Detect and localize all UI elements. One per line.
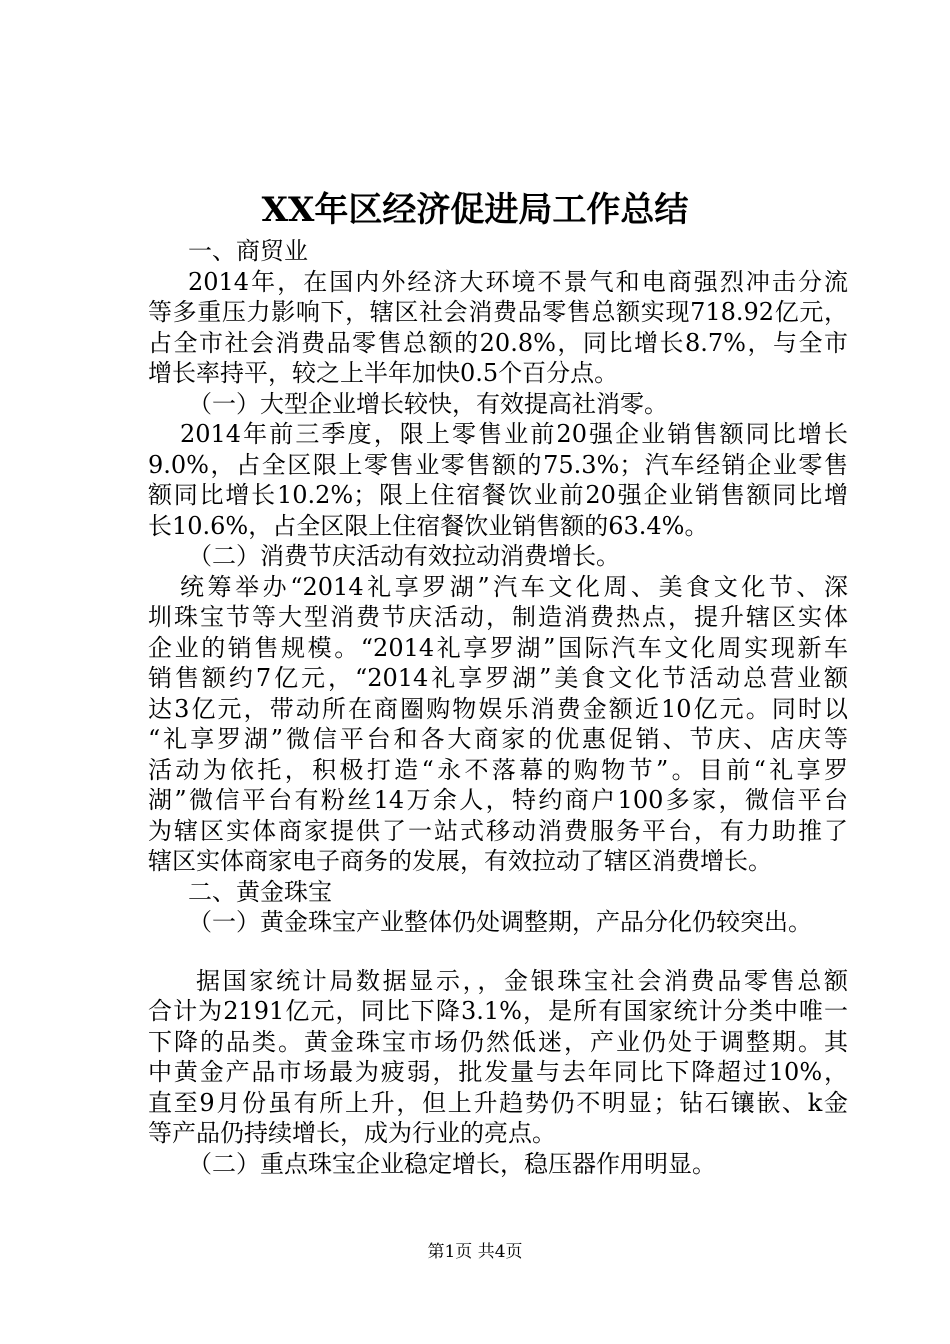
paragraph-line: 圳珠宝节等大型消费节庆活动，制造消费热点，提升辖区实体	[148, 603, 848, 631]
paragraph-line: 统筹举办“2014礼享罗湖”汽车文化周、美食文化节、深	[180, 572, 848, 601]
document-title: XX年区经济促进局工作总结	[261, 190, 689, 230]
subsection-heading: （一）黄金珠宝产业整体仍处调整期，产品分化仍较突出。	[188, 908, 812, 936]
paragraph-line: 增长率持平，较之上半年加快0.5个百分点。	[148, 359, 619, 387]
subsection-heading: （二）消费节庆活动有效拉动消费增长。	[188, 542, 620, 570]
paragraph-line: 9.0%，占全区限上零售业零售额的75.3%；汽车经销企业零售	[148, 450, 848, 479]
paragraph-gap	[148, 938, 848, 966]
paragraph-line: 辖区实体商家电子商务的发展，有效拉动了辖区消费增长。	[148, 847, 772, 875]
paragraph-line: 等多重压力影响下，辖区社会消费品零售总额实现718.92亿元，	[148, 298, 848, 326]
subsection-heading: （二）重点珠宝企业稳定增长，稳压器作用明显。	[188, 1149, 716, 1178]
paragraph-line: 为辖区实体商家提供了一站式移动消费服务平台，有力助推了	[148, 816, 848, 845]
paragraph-line: 达3亿元，带动所在商圈购物娱乐消费金额近10亿元。同时以	[148, 694, 848, 723]
section-heading: 二、黄金珠宝	[188, 877, 332, 906]
paragraph-line: 2014年前三季度，限上零售业前20强企业销售额同比增长	[180, 420, 848, 448]
paragraph-line: 企业的销售规模。“2014礼享罗湖”国际汽车文化周实现新车	[148, 633, 848, 662]
paragraph-line: 2014年，在国内外经济大环境不景气和电商强烈冲击分流	[188, 267, 848, 296]
paragraph-line: 活动为依托，积极打造“永不落幕的购物节”。目前“礼享罗	[148, 755, 848, 784]
paragraph-line: 中黄金产品市场最为疲弱，批发量与去年同比下降超过10%，	[148, 1058, 848, 1086]
paragraph-line: 湖”微信平台有粉丝14万余人，特约商户100多家，微信平台	[148, 786, 848, 814]
section-heading: 一、商贸业	[188, 237, 308, 265]
subsection-heading: （一）大型企业增长较快，有效提高社消零。	[188, 389, 668, 418]
paragraph-line: 占全市社会消费品零售总额的20.8%，同比增长8.7%，与全市	[148, 328, 848, 357]
document-body	[148, 236, 848, 1179]
paragraph-line: 下降的品类。黄金珠宝市场仍然低迷，产业仍处于调整期。其	[148, 1027, 848, 1056]
paragraph-line: 长10.6%，占全区限上住宿餐饮业销售额的63.4%。	[148, 511, 709, 540]
paragraph-line: 额同比增长10.2%；限上住宿餐饮业前20强企业销售额同比增	[148, 481, 848, 509]
paragraph-line: 合计为2191亿元，同比下降3.1%，是所有国家统计分类中唯一	[148, 997, 848, 1025]
paragraph-line: 直至9月份虽有所上升，但上升趋势仍不明显；钻石镶嵌、k金	[148, 1088, 848, 1117]
paragraph-line: “礼享罗湖”微信平台和各大商家的优惠促销、节庆、店庆等	[148, 725, 848, 753]
paragraph-line: 据国家统计局数据显示，，金银珠宝社会消费品零售总额	[196, 966, 848, 995]
page-number-footer: 第1页 共4页	[427, 1242, 523, 1262]
paragraph-line: 销售额约7亿元，“2014礼享罗湖”美食文化节活动总营业额	[148, 664, 848, 692]
paragraph-line: 等产品仍持续增长，成为行业的亮点。	[148, 1119, 556, 1147]
